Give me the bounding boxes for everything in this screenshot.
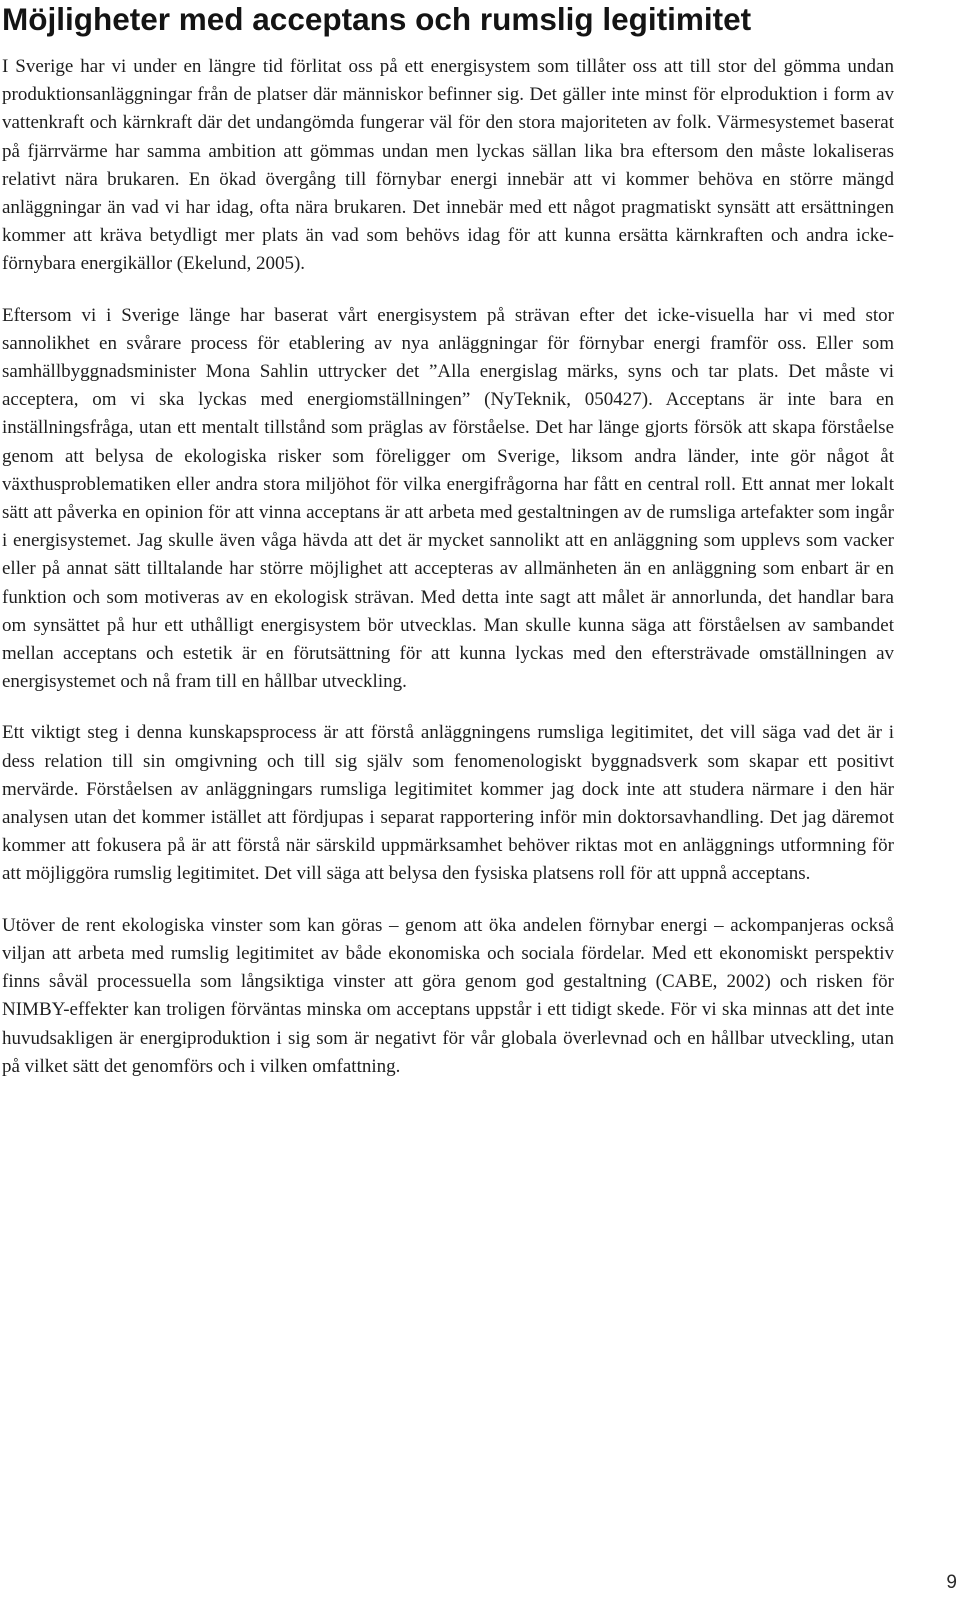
section-heading: Möjligheter med acceptans och rumslig legitimitet — [2, 1, 752, 37]
paragraph-4: Utöver de rent ekologiska vinster som kan göras – genom att öka andelen förnybar energi – ackompanjeras också viljan att arbeta med rumslig legitimitet av både ekonomiska och sociala fördelar. Med ett ekonomiskt perspektiv finns såväl processuella som långsiktiga vinster att göra genom god gestaltning (CABE, 2002) och risken för NIMBY-effekter kan troligen förväntas minska om acceptans uppstår i ett tidigt skede. För vi ska minnas att det inte huvudsakligen är energiproduktion i sig som är negativt för vår globala överlevnad och en hållbar utveckling, utan på vilket sätt det genomförs och i vilken omfattning. — [2, 914, 894, 1077]
paragraph-3: Ett viktigt steg i denna kunskapsprocess är att förstå anläggningens rumsliga legitimitet, det vill säga vad det är i dess relation till sin omgivning och till sig själv som fenomenologiskt byggnadsverk som skapar ett positivt mervärde. Förståelsen av anläggningars rumsliga legitimitet kommer jag dock inte att studera närmare i den här analysen utan det kommer istället att fördjupas i separat rapportering inför min doktorsavhandling. Det jag däremot kommer att fokusera på är att förstå när särskild uppmärksamhet behöver riktas mot en anläggnings utformning för att möjliggöra rumslig legitimitet. Det vill säga att belysa den fysiska platsens roll för att uppnå acceptans. — [2, 722, 894, 885]
body-text — [2, 53, 894, 1081]
paragraph-2: Eftersom vi i Sverige länge har baserat vårt energisystem på strävan efter det icke-visuella har vi med stor sannolikhet en svårare process för etablering av nya anläggningar för förnybar energi framför oss. Eller som samhällbyggnadsminister Mona Sahlin uttrycker det ”Alla energislag märks, syns och tar plats. Det måste vi acceptera, om vi ska lyckas med energiomställningen” (NyTeknik, 050427). Acceptans är inte bara en inställningsfråga, utan ett mentalt tillstånd som präglas av förståelse. Det har länge gjorts försök att skapa förståelse genom att belysa de ekologiska risker som föreligger om Sverige, liksom andra länder, inte gör något åt växthusproblematiken eller andra stora miljöhot för vilka energifrågorna har fått en central roll. Ett annat mer lokalt sätt att påverka en opinion för att vinna acceptans är att arbeta med gestaltningen av de rumsliga artefakter som ingår i energisystemet. Jag skulle även våga hävda att det är mycket sannolikt att en anläggning som upplevs som vacker eller på annat sätt tilltalande har större möjlighet att accepteras av allmänheten än en anläggning som enbart är en funktion och som motiveras av en ekologisk strävan. Med detta inte sagt att målet är annorlunda, det handlar bara om synsättet på hur ett uthålligt energisystem bör utvecklas. Man skulle kunna säga att förståelsen av sambandet mellan acceptans och estetik är en förutsättning för att kunna lyckas med den eftersträvade omställningen av energisystemet och nå fram till en hållbar utveckling. — [2, 304, 894, 693]
paragraph-1: I Sverige har vi under en längre tid förlitat oss på ett energisystem som tillåter oss att till stor del gömma undan produktionsanläggningar från de platser där människor befinner sig. Det gäller inte minst för elproduktion i form av vattenkraft och kärnkraft där det undangömda fungerar väl för den stora majoriteten av folk. Värmesystemet baserat på fjärrvärme har samma ambition att gömmas undan men lyckas sällan lika bra eftersom den måste lokaliseras relativt nära brukaren. En ökad övergång till förnybar energi innebär att vi kommer behöva en större mängd anläggningar än vad vi har idag, ofta nära brukaren. Det innebär med ett något pragmatiskt synsätt att ersättningen kommer att kräva betydligt mer plats än vad som behövs idag för att kunna ersätta kärnkraften och andra icke-förnybara energikällor (Ekelund, 2005). — [2, 56, 894, 275]
page-number: 9 — [946, 1572, 957, 1593]
